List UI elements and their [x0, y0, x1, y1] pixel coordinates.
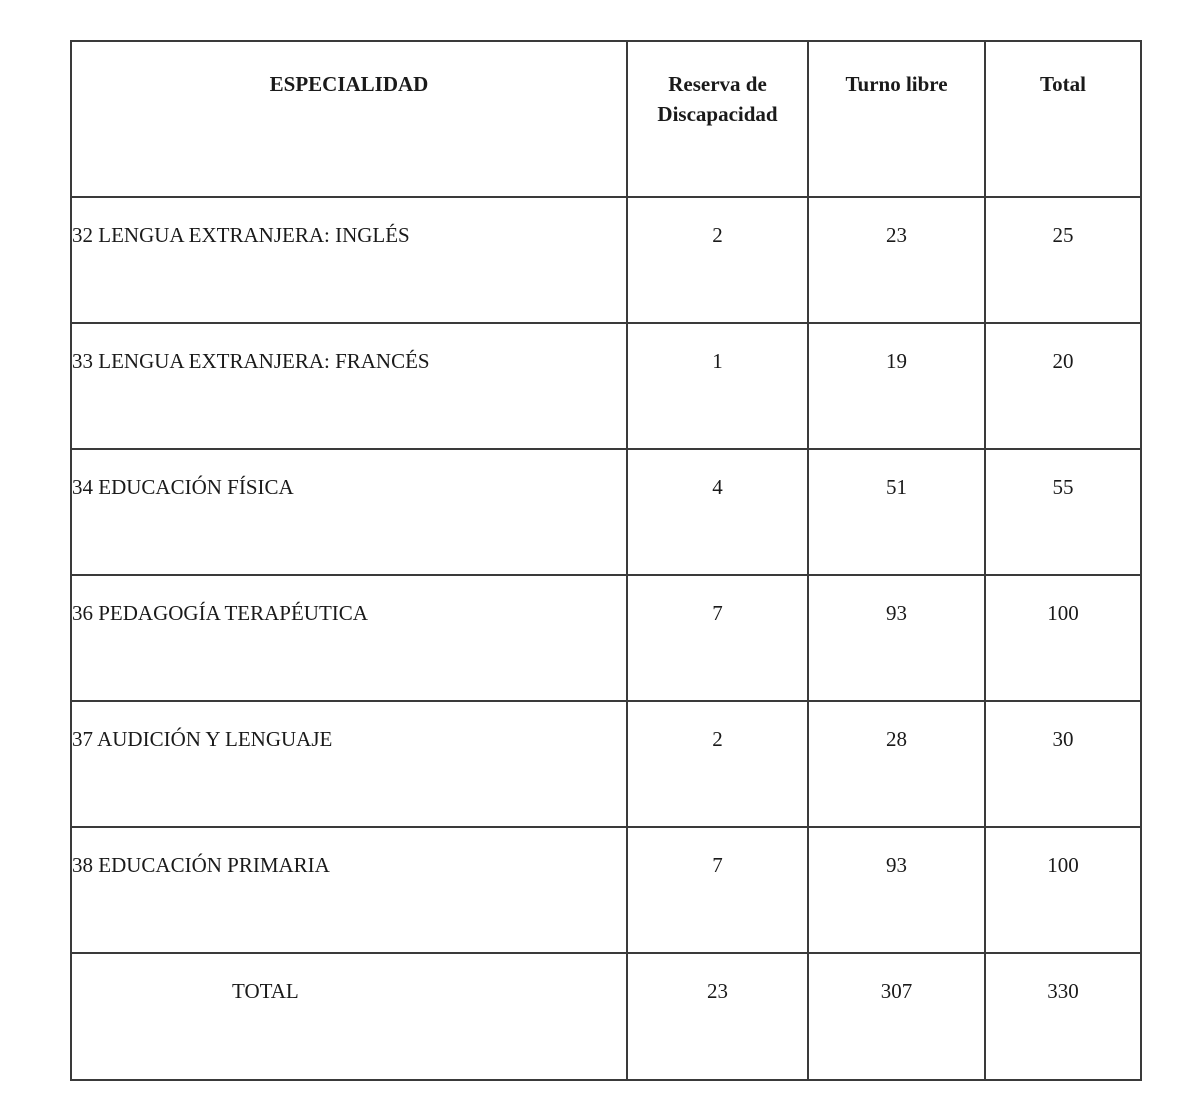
cell-especialidad: 32 LENGUA EXTRANJERA: INGLÉS [71, 197, 627, 323]
cell-especialidad: 33 LENGUA EXTRANJERA: FRANCÉS [71, 323, 627, 449]
cell-turno-libre: 19 [808, 323, 985, 449]
cell-total-label: TOTAL [71, 953, 627, 1080]
cell-total: 20 [985, 323, 1141, 449]
cell-total-turno-libre: 307 [808, 953, 985, 1080]
cell-total: 100 [985, 827, 1141, 953]
header-turno-libre: Turno libre [808, 41, 985, 197]
table-row [71, 323, 1141, 449]
table-row [71, 575, 1141, 701]
cell-reserva: 2 [627, 197, 808, 323]
cell-total-reserva: 23 [627, 953, 808, 1080]
cell-total: 30 [985, 701, 1141, 827]
table-row [71, 197, 1141, 323]
cell-turno-libre: 93 [808, 575, 985, 701]
cell-turno-libre: 51 [808, 449, 985, 575]
cell-total: 55 [985, 449, 1141, 575]
table-row [71, 701, 1141, 827]
cell-especialidad: 36 PEDAGOGÍA TERAPÉUTICA [71, 575, 627, 701]
cell-total: 100 [985, 575, 1141, 701]
header-total: Total [985, 41, 1141, 197]
cell-turno-libre: 93 [808, 827, 985, 953]
plazas-table [70, 40, 1142, 1081]
cell-especialidad: 34 EDUCACIÓN FÍSICA [71, 449, 627, 575]
cell-turno-libre: 23 [808, 197, 985, 323]
table-total-row [71, 953, 1141, 1080]
header-reserva-line1: Reserva de [668, 72, 767, 96]
cell-reserva: 7 [627, 575, 808, 701]
header-especialidad: ESPECIALIDAD [71, 41, 627, 197]
cell-reserva: 2 [627, 701, 808, 827]
cell-total: 25 [985, 197, 1141, 323]
header-reserva-discapacidad [627, 41, 808, 197]
table-row [71, 827, 1141, 953]
header-reserva-line2: Discapacidad [657, 102, 778, 126]
table-row [71, 449, 1141, 575]
table-header-row [71, 41, 1141, 197]
cell-especialidad: 38 EDUCACIÓN PRIMARIA [71, 827, 627, 953]
cell-total-total: 330 [985, 953, 1141, 1080]
cell-turno-libre: 28 [808, 701, 985, 827]
cell-reserva: 7 [627, 827, 808, 953]
cell-reserva: 4 [627, 449, 808, 575]
cell-reserva: 1 [627, 323, 808, 449]
cell-especialidad: 37 AUDICIÓN Y LENGUAJE [71, 701, 627, 827]
